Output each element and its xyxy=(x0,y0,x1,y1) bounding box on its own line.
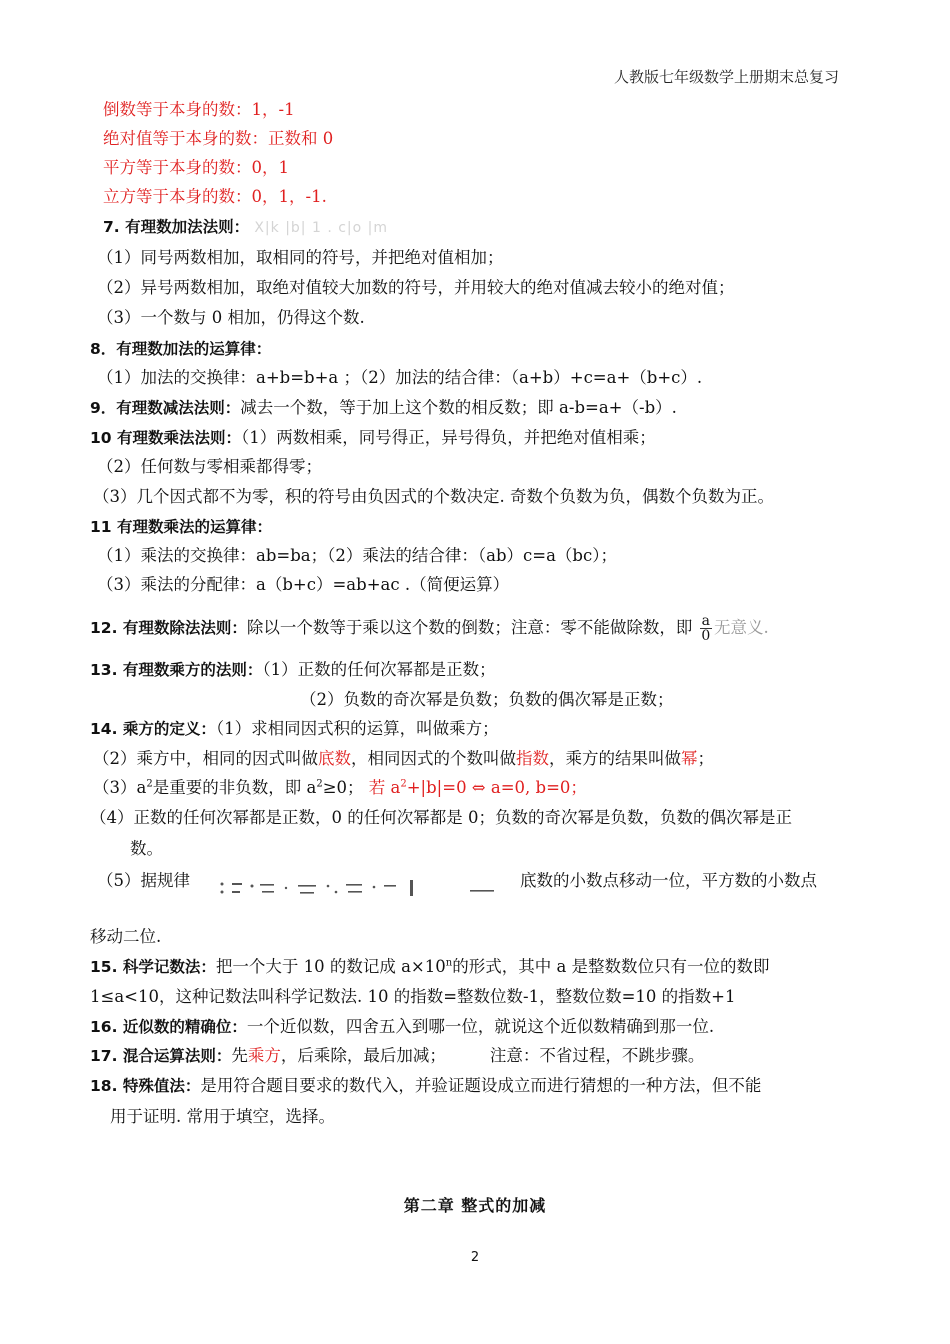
section-17-note: 注意：不省过程，不跳步骤。 xyxy=(489,1046,705,1065)
absolute-self-line: 绝对值等于本身的数：正数和 0 xyxy=(103,129,334,148)
fraction-denominator: 0 xyxy=(701,628,711,644)
cube-self-line: 立方等于本身的数：0，1，-1. xyxy=(103,187,327,206)
section-15-title: 15. 科学记数法： xyxy=(90,958,216,976)
section-12-title: 12. 有理数除法法则： xyxy=(90,619,247,637)
section-12-tail: 无意义. xyxy=(713,618,769,637)
section-15-text-b: 的形式，其中 a 是整数数位只有一位的数即 xyxy=(452,957,770,976)
section-7-title: 7. 有理数加法法则： xyxy=(103,218,250,236)
section-7-rule-3: （3）一个数与 0 相加，仍得这个数. xyxy=(97,308,365,327)
section-13-title: 13. 有理数乘方的法则： xyxy=(90,661,263,679)
rule-2-part-g: ； xyxy=(697,749,714,768)
fraction-a-over-0 xyxy=(700,614,712,643)
section-14-rule-5-text: 底数的小数点移动一位，平方数的小数点 xyxy=(520,871,817,890)
section-13-rule-2: （2）负数的奇次幂是负数；负数的偶次幂是正数； xyxy=(300,690,674,709)
chapter-title: 第二章 整式的加减 xyxy=(403,1196,547,1215)
term-base: 底数 xyxy=(318,749,351,768)
section-13 xyxy=(90,659,496,681)
section-18-title: 18. 特殊值法： xyxy=(90,1077,201,1095)
section-15 xyxy=(90,956,770,978)
rule-3-part-c: ≥0； xyxy=(322,778,364,797)
section-13-rule-1: （1）正数的任何次幂都是正数； xyxy=(262,660,496,679)
fraction-numerator: a xyxy=(701,613,710,629)
section-18-line-2: 用于证明. 常用于填空，选择。 xyxy=(110,1107,335,1126)
rule-3-part-d: 若 a xyxy=(368,778,401,797)
section-9-title: 9．有理数减法法则： xyxy=(90,399,241,417)
section-10 xyxy=(90,427,656,449)
watermark-text: X|k |b| 1 . c|o |m xyxy=(254,220,389,236)
term-power: 幂 xyxy=(681,749,698,768)
superscript-2: 2 xyxy=(316,778,323,790)
section-15-text-a: 把一个大于 10 的数记成 a×10 xyxy=(215,957,446,976)
section-9 xyxy=(90,397,677,419)
section-14-rule-5-label: （5）据规律 xyxy=(97,871,190,890)
rule-2-part-e: ，乘方的结果叫做 xyxy=(549,749,681,768)
section-14-rule-3 xyxy=(93,777,587,799)
section-12 xyxy=(90,614,769,643)
section-17-part-c: ，后乘除，最后加减； xyxy=(280,1046,446,1065)
section-18 xyxy=(90,1075,761,1097)
rule-3-part-a: （3）a xyxy=(93,778,147,797)
rule-2-part-c: ，相同因式的个数叫做 xyxy=(351,749,516,768)
section-10-title: 10 有理数乘法法则： xyxy=(90,429,241,447)
section-14-rule-5-continued: 移动二位. xyxy=(90,927,162,946)
term-exponent: 指数 xyxy=(516,749,549,768)
section-8-title: 8．有理数加法的运算律： xyxy=(90,340,272,358)
section-8-rule: （1）加法的交换律：a+b=b+a ；（2）加法的结合律：（a+b）+c=a+（b+c）. xyxy=(97,368,703,387)
section-14-rule-4: （4）正数的任何次幂都是正数，0 的任何次幂都是 0；负数的奇次幂是负数，负数的偶次幂是正 xyxy=(90,808,792,827)
section-15-line-2: 1≤a<10，这种记数法叫科学记数法. 10 的指数=整数位数-1，整数位数=10 的指数+1 xyxy=(90,987,736,1006)
section-11-title: 11 有理数乘法的运算律： xyxy=(90,518,272,536)
rule-2-part-a: （2）乘方中，相同的因式叫做 xyxy=(93,749,318,768)
pattern-image xyxy=(216,876,496,898)
rule-3-highlight xyxy=(369,778,587,797)
section-14 xyxy=(90,718,499,740)
section-17 xyxy=(90,1045,704,1067)
section-12-text: 除以一个数等于乘以这个数的倒数；注意：零不能做除数，即 xyxy=(246,618,693,637)
section-16-title: 16. 近似数的精确位： xyxy=(90,1018,247,1036)
square-self-line: 平方等于本身的数：0，1 xyxy=(103,158,289,177)
section-14-rule-1: （1）求相同因式积的运算，叫做乘方； xyxy=(215,719,499,738)
section-16 xyxy=(90,1016,714,1038)
superscript-2: 2 xyxy=(400,778,407,790)
section-11-rule-1: （1）乘法的交换律：ab=ba；（2）乘法的结合律：（ab）c=a（bc）； xyxy=(97,546,617,565)
section-11-rule-2: （3）乘法的分配律：a（b+c）=ab+ac .（简便运算） xyxy=(97,575,510,594)
section-7-rule-2: （2）异号两数相加，取绝对值较大加数的符号，并用较大的绝对值减去较小的绝对值； xyxy=(97,278,735,297)
section-7-heading xyxy=(103,216,388,239)
section-14-title: 14. 乘方的定义： xyxy=(90,720,216,738)
section-17-title: 17. 混合运算法则： xyxy=(90,1047,232,1065)
section-18-text: 是用符合题目要求的数代入，并验证题设成立而进行猜想的一种方法，但不能 xyxy=(200,1076,762,1095)
page-number: 2 xyxy=(470,1250,480,1265)
section-9-text: 减去一个数，等于加上这个数的相反数；即 a-b=a+（-b）. xyxy=(240,398,677,417)
rule-3-part-e: +|b|=0 ⇔ a=0, b=0； xyxy=(406,778,587,797)
section-14-rule-2 xyxy=(93,748,714,770)
reciprocal-self-line: 倒数等于本身的数：1，-1 xyxy=(103,100,295,119)
superscript-n: n xyxy=(445,957,453,969)
section-14-rule-4-continued: 数。 xyxy=(130,839,163,858)
page-header: 人教版七年级数学上册期末总复习 xyxy=(614,68,840,86)
superscript-2: 2 xyxy=(146,778,153,790)
section-17-part-a: 先 xyxy=(231,1046,248,1065)
section-10-text: （1）两数相乘，同号得正，异号得负，并把绝对值相乘； xyxy=(240,428,656,447)
section-16-text: 一个近似数，四舍五入到哪一位，就说这个近似数精确到那一位. xyxy=(246,1017,715,1036)
rule-3-part-b: 是重要的非负数，即 a xyxy=(152,778,317,797)
term-exponentiation: 乘方 xyxy=(247,1046,281,1065)
section-7-rule-1: （1）同号两数相加，取相同的符号，并把绝对值相加； xyxy=(97,248,504,267)
section-10-rule-3: （3）几个因式都不为零，积的符号由负因式的个数决定. 奇数个负数为负，偶数个负数为正。 xyxy=(93,487,774,506)
section-10-rule-2: （2）任何数与零相乘都得零； xyxy=(97,457,322,476)
